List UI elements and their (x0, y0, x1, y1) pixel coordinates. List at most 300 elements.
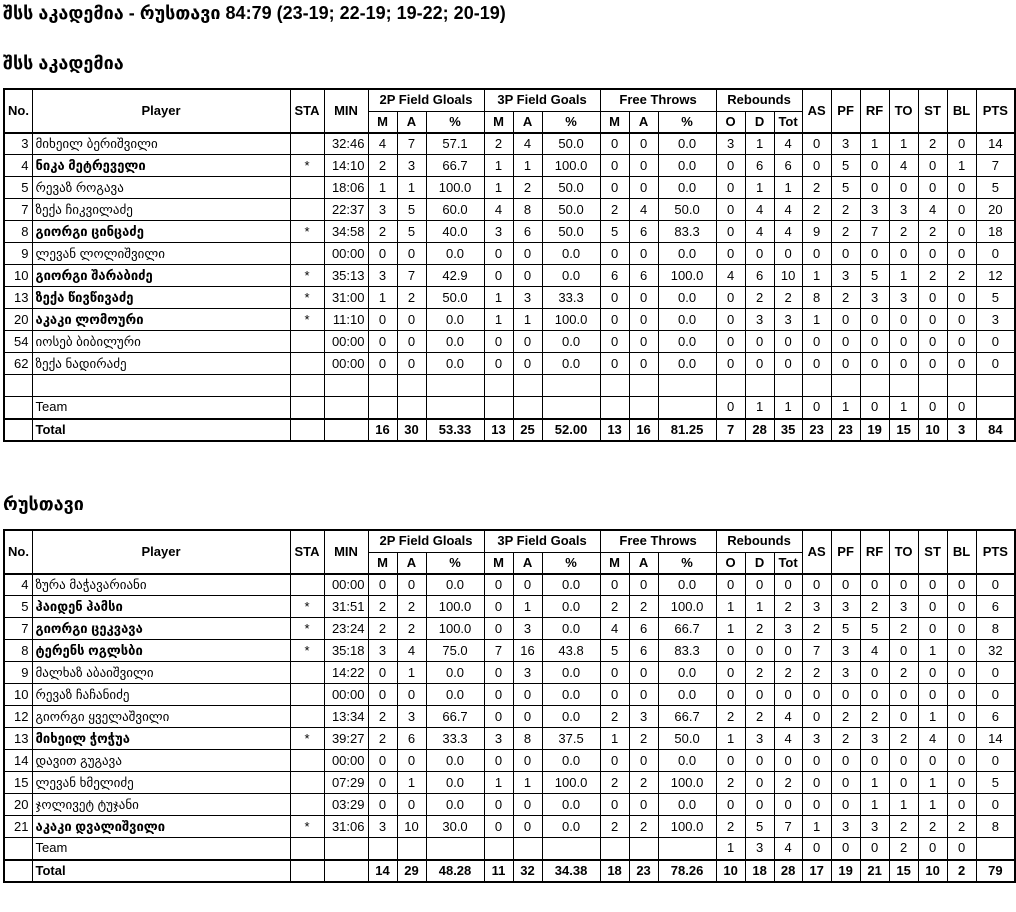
stat-cell: 0 (629, 353, 658, 375)
player-row (4, 596, 1015, 618)
stat-cell: 4 (889, 155, 918, 177)
empty-cell (426, 375, 484, 397)
stat-cell: 0 (947, 596, 976, 618)
stat-cell: 0 (716, 309, 745, 331)
stat-cell: 0 (513, 265, 542, 287)
stat-cell: 1 (889, 265, 918, 287)
stat-cell: 0.0 (658, 309, 716, 331)
stat-cell: 1 (918, 772, 947, 794)
stat-cell: 8 (513, 728, 542, 750)
stat-cell: 6 (976, 596, 1015, 618)
stat-cell: 0.0 (658, 353, 716, 375)
player-number: 20 (4, 794, 32, 816)
stat-cell: 4 (860, 640, 889, 662)
table-header (4, 530, 1015, 574)
stat-cell: 0 (745, 574, 774, 596)
player-number: 62 (4, 353, 32, 375)
stat-cell: 0 (889, 243, 918, 265)
stat-cell: 0.0 (426, 772, 484, 794)
team-stat-cell (658, 838, 716, 860)
stat-cell: 3 (397, 706, 426, 728)
stat-cell: 1 (745, 133, 774, 155)
stat-cell: 5 (831, 177, 860, 199)
stat-cell: 0 (802, 155, 831, 177)
stat-cell: 4 (600, 618, 629, 640)
stat-cell: 6 (629, 265, 658, 287)
stat-cell: 0.0 (658, 133, 716, 155)
total-stat-cell: 78.26 (658, 860, 716, 882)
empty-cell (513, 375, 542, 397)
stat-cell: 1 (860, 133, 889, 155)
team-stat-cell: 0 (918, 397, 947, 419)
stat-cell: 0.0 (542, 750, 600, 772)
team-stat-cell: 0 (918, 838, 947, 860)
stat-cell: 0 (774, 353, 802, 375)
header-as: AS (802, 89, 831, 133)
total-stat-cell: 15 (889, 860, 918, 882)
stat-cell: 2 (484, 133, 513, 155)
stat-cell: 2 (716, 772, 745, 794)
total-stat-cell: 52.00 (542, 419, 600, 441)
header-to: TO (889, 89, 918, 133)
team-stat-cell (600, 397, 629, 419)
stat-cell: 0 (947, 353, 976, 375)
stat-cell: 0 (774, 640, 802, 662)
stat-cell: 2 (600, 199, 629, 221)
team-stat-cell: 0 (947, 838, 976, 860)
header-sub-d: D (745, 111, 774, 133)
stat-cell: 0 (860, 684, 889, 706)
stat-cell: 6 (629, 640, 658, 662)
stat-cell: 0.0 (658, 750, 716, 772)
stat-cell: 0 (600, 133, 629, 155)
starter-mark (290, 199, 324, 221)
stat-cell: 0 (513, 353, 542, 375)
stat-cell: 100.0 (542, 772, 600, 794)
stat-cell: 9 (802, 221, 831, 243)
stat-cell: 0 (397, 309, 426, 331)
stat-cell: 50.0 (658, 728, 716, 750)
stat-cell: 3 (831, 662, 860, 684)
stat-cell: 0 (513, 794, 542, 816)
stat-cell: 5 (831, 618, 860, 640)
stat-cell: 3 (368, 265, 397, 287)
stat-cell: 1 (918, 640, 947, 662)
stat-cell: 0 (397, 684, 426, 706)
stat-cell: 0 (918, 177, 947, 199)
stat-cell: 0 (889, 309, 918, 331)
header-pf: PF (831, 530, 860, 574)
stat-cell: 5 (976, 177, 1015, 199)
stat-cell: 0 (774, 574, 802, 596)
empty-cell (290, 838, 324, 860)
stat-cell: 0 (976, 662, 1015, 684)
minutes: 34:58 (324, 221, 368, 243)
stat-cell: 50.0 (542, 177, 600, 199)
stat-cell: 1 (484, 309, 513, 331)
stat-cell: 6 (774, 155, 802, 177)
stat-cell: 3 (368, 816, 397, 838)
stat-cell: 0.0 (542, 618, 600, 640)
player-number: 21 (4, 816, 32, 838)
player-name: გიორგი შარაბიძე (32, 265, 290, 287)
stat-cell: 2 (368, 155, 397, 177)
total-stat-cell: 13 (600, 419, 629, 441)
stat-cell: 0 (716, 662, 745, 684)
stat-cell: 0 (629, 662, 658, 684)
stat-cell: 5 (397, 199, 426, 221)
stat-cell: 0 (947, 618, 976, 640)
stat-cell: 0 (513, 706, 542, 728)
stat-cell: 75.0 (426, 640, 484, 662)
header-pts: PTS (976, 530, 1015, 574)
stat-cell: 7 (484, 640, 513, 662)
stat-cell: 1 (802, 309, 831, 331)
starter-mark: * (290, 155, 324, 177)
team-stat-cell (397, 838, 426, 860)
starter-mark: * (290, 221, 324, 243)
stat-cell: 0 (918, 684, 947, 706)
stat-cell: 1 (802, 265, 831, 287)
stat-cell: 0.0 (542, 574, 600, 596)
stat-cell: 0 (976, 684, 1015, 706)
stat-cell: 0 (860, 155, 889, 177)
team-label: Team (32, 838, 290, 860)
stat-cell: 4 (716, 265, 745, 287)
team-stat-cell (397, 397, 426, 419)
player-name: ჰაიდენ ჰამსი (32, 596, 290, 618)
header-bl: BL (947, 89, 976, 133)
empty-cell (4, 860, 32, 882)
stat-cell: 0 (745, 750, 774, 772)
total-stat-cell: 16 (629, 419, 658, 441)
player-number: 13 (4, 287, 32, 309)
stat-cell: 5 (600, 221, 629, 243)
stat-cell: 1 (397, 662, 426, 684)
player-row (4, 155, 1015, 177)
stat-cell: 8 (976, 816, 1015, 838)
stat-cell: 0 (802, 706, 831, 728)
header-sub-m: M (368, 111, 397, 133)
stat-cell: 1 (716, 618, 745, 640)
total-stat-cell: 19 (860, 419, 889, 441)
stat-cell: 3 (745, 309, 774, 331)
stat-cell: 7 (802, 640, 831, 662)
stat-cell: 1 (368, 177, 397, 199)
stat-cell: 0 (716, 155, 745, 177)
stat-cell: 1 (802, 816, 831, 838)
stat-cell: 4 (774, 728, 802, 750)
stat-cell: 0.0 (542, 331, 600, 353)
minutes: 31:06 (324, 816, 368, 838)
stat-cell: 57.1 (426, 133, 484, 155)
header-sub-m: M (600, 111, 629, 133)
stat-cell: 0 (860, 309, 889, 331)
player-name: აკაკი ლომოური (32, 309, 290, 331)
header-pts: PTS (976, 89, 1015, 133)
minutes: 00:00 (324, 353, 368, 375)
player-number: 14 (4, 750, 32, 772)
team-stat-cell: 0 (860, 838, 889, 860)
minutes: 00:00 (324, 750, 368, 772)
stat-cell: 0 (513, 574, 542, 596)
stat-cell: 0 (745, 772, 774, 794)
stat-cell: 0 (976, 331, 1015, 353)
stat-cell: 0 (947, 309, 976, 331)
stat-cell: 8 (976, 618, 1015, 640)
box-score-table-away (3, 529, 1016, 883)
stat-cell: 4 (774, 133, 802, 155)
stat-cell: 0 (976, 353, 1015, 375)
stat-cell: 16 (513, 640, 542, 662)
stat-cell: 0.0 (426, 794, 484, 816)
total-stat-cell: 81.25 (658, 419, 716, 441)
stat-cell: 2 (831, 287, 860, 309)
stat-cell: 14 (976, 728, 1015, 750)
total-stat-cell: 18 (600, 860, 629, 882)
player-number: 7 (4, 199, 32, 221)
player-row (4, 684, 1015, 706)
stat-cell: 0.0 (658, 177, 716, 199)
team-stat-cell: 2 (889, 838, 918, 860)
stat-cell: 2 (397, 596, 426, 618)
minutes: 11:10 (324, 309, 368, 331)
player-row (4, 133, 1015, 155)
header-sub-pct: % (542, 111, 600, 133)
stat-cell: 0 (918, 331, 947, 353)
stat-cell: 0.0 (542, 265, 600, 287)
stat-cell: 0.0 (658, 794, 716, 816)
starter-mark (290, 243, 324, 265)
stat-cell: 0 (918, 309, 947, 331)
stat-cell: 2 (745, 706, 774, 728)
stat-cell: 0 (745, 794, 774, 816)
empty-cell (32, 375, 290, 397)
stat-cell: 0.0 (426, 309, 484, 331)
stat-cell: 2 (802, 177, 831, 199)
stat-cell: 0 (629, 243, 658, 265)
minutes: 35:18 (324, 640, 368, 662)
stat-cell: 0 (889, 750, 918, 772)
team-row (4, 838, 1015, 860)
stat-cell: 2 (774, 596, 802, 618)
stat-cell: 4 (397, 640, 426, 662)
header-sub-a: A (397, 111, 426, 133)
stat-cell: 0 (889, 331, 918, 353)
header-sub-pct: % (658, 111, 716, 133)
stat-cell: 5 (831, 155, 860, 177)
stat-cell: 6 (745, 265, 774, 287)
stat-cell: 66.7 (658, 706, 716, 728)
stat-cell: 2 (368, 221, 397, 243)
stat-cell: 0 (831, 353, 860, 375)
empty-cell (658, 375, 716, 397)
stat-cell: 0 (600, 177, 629, 199)
stat-cell: 3 (831, 265, 860, 287)
minutes: 18:06 (324, 177, 368, 199)
empty-cell (290, 397, 324, 419)
stat-cell: 0 (397, 574, 426, 596)
stat-cell: 0 (600, 287, 629, 309)
player-number: 10 (4, 684, 32, 706)
header-free-throws: Free Throws (600, 89, 716, 111)
total-stat-cell: 23 (802, 419, 831, 441)
stat-cell: 0 (918, 353, 947, 375)
player-row (4, 221, 1015, 243)
total-stat-cell: 35 (774, 419, 802, 441)
stat-cell: 0 (600, 309, 629, 331)
stat-cell: 0 (831, 243, 860, 265)
stat-cell: 4 (918, 199, 947, 221)
stat-cell: 1 (484, 772, 513, 794)
stat-cell: 20 (976, 199, 1015, 221)
game-title: შსს აკადემია - რუსთავი 84:79 (23-19; 22-19; 19-22; 20-19) (3, 3, 506, 23)
stat-cell: 6 (745, 155, 774, 177)
stat-cell: 3 (889, 596, 918, 618)
stat-cell: 0 (513, 243, 542, 265)
stat-cell: 0 (716, 750, 745, 772)
stat-cell: 2 (745, 618, 774, 640)
stat-cell: 0 (484, 684, 513, 706)
stat-cell: 5 (397, 221, 426, 243)
minutes: 32:46 (324, 133, 368, 155)
stat-cell: 4 (918, 728, 947, 750)
stat-cell: 0 (947, 133, 976, 155)
stat-cell: 0 (600, 794, 629, 816)
stat-cell: 1 (716, 596, 745, 618)
header-player: Player (32, 89, 290, 133)
player-row (4, 265, 1015, 287)
minutes: 03:29 (324, 794, 368, 816)
stat-cell: 2 (368, 596, 397, 618)
stat-cell: 1 (918, 794, 947, 816)
stat-cell: 0 (600, 574, 629, 596)
stat-cell: 1 (889, 133, 918, 155)
player-number: 10 (4, 265, 32, 287)
player-name: ლევან ლოლიშვილი (32, 243, 290, 265)
stat-cell: 12 (976, 265, 1015, 287)
stat-cell: 7 (397, 133, 426, 155)
stat-cell: 0 (716, 794, 745, 816)
stat-cell: 0 (484, 574, 513, 596)
total-stat-cell: 34.38 (542, 860, 600, 882)
minutes: 14:22 (324, 662, 368, 684)
total-stat-cell: 10 (918, 419, 947, 441)
total-stat-cell: 10 (716, 860, 745, 882)
stat-cell: 3 (368, 199, 397, 221)
stat-cell: 50.0 (542, 199, 600, 221)
stat-cell: 0 (947, 199, 976, 221)
total-stat-cell: 19 (831, 860, 860, 882)
player-row (4, 706, 1015, 728)
team-stat-cell: 4 (774, 838, 802, 860)
stat-cell: 0.0 (658, 574, 716, 596)
stat-cell: 100.0 (426, 618, 484, 640)
stat-cell: 0 (774, 750, 802, 772)
total-row (4, 419, 1015, 441)
stat-cell: 3 (831, 133, 860, 155)
player-name: ზექა ნადირაძე (32, 353, 290, 375)
stat-cell: 2 (889, 618, 918, 640)
stat-cell: 0 (629, 684, 658, 706)
empty-row (4, 375, 1015, 397)
stat-cell: 100.0 (542, 309, 600, 331)
header-3p-field-goals: 3P Field Goals (484, 530, 600, 552)
stat-cell: 0 (600, 750, 629, 772)
stat-cell: 32 (976, 640, 1015, 662)
player-number: 4 (4, 155, 32, 177)
total-stat-cell: 29 (397, 860, 426, 882)
player-name: იოსებ ბიბილური (32, 331, 290, 353)
total-stat-cell: 17 (802, 860, 831, 882)
stat-cell: 0 (484, 706, 513, 728)
stat-cell: 0 (600, 331, 629, 353)
stat-cell: 2 (368, 618, 397, 640)
stat-cell: 0 (397, 353, 426, 375)
player-number: 13 (4, 728, 32, 750)
starter-mark (290, 331, 324, 353)
stat-cell: 4 (745, 199, 774, 221)
team-stat-cell: 0 (947, 397, 976, 419)
stat-cell: 2 (368, 706, 397, 728)
stat-cell: 1 (513, 309, 542, 331)
stat-cell: 50.0 (542, 133, 600, 155)
player-number: 20 (4, 309, 32, 331)
stat-cell: 2 (397, 287, 426, 309)
stat-cell: 6 (629, 618, 658, 640)
stat-cell: 8 (513, 199, 542, 221)
stat-cell: 3 (831, 640, 860, 662)
player-row (4, 816, 1015, 838)
player-number: 5 (4, 177, 32, 199)
stat-cell: 0 (745, 640, 774, 662)
stat-cell: 0 (889, 177, 918, 199)
total-stat-cell: 10 (918, 860, 947, 882)
stat-cell: 0 (831, 684, 860, 706)
stat-cell: 1 (368, 287, 397, 309)
header-sta: STA (290, 530, 324, 574)
stat-cell: 0 (976, 574, 1015, 596)
team-row (4, 397, 1015, 419)
stat-cell: 0.0 (426, 684, 484, 706)
stat-cell: 0 (629, 794, 658, 816)
stat-cell: 0 (889, 772, 918, 794)
stat-cell: 2 (918, 816, 947, 838)
stat-cell: 83.3 (658, 221, 716, 243)
stat-cell: 0 (629, 155, 658, 177)
stat-cell: 0 (774, 243, 802, 265)
empty-cell (397, 375, 426, 397)
total-stat-cell: 53.33 (426, 419, 484, 441)
stat-cell: 0 (484, 750, 513, 772)
stat-cell: 8 (802, 287, 831, 309)
stat-cell: 2 (918, 133, 947, 155)
stat-cell: 3 (368, 640, 397, 662)
total-stat-cell: 7 (716, 419, 745, 441)
stat-cell: 3 (860, 728, 889, 750)
stat-cell: 0 (976, 243, 1015, 265)
stat-cell: 0 (629, 750, 658, 772)
stat-cell: 0 (947, 750, 976, 772)
total-stat-cell: 30 (397, 419, 426, 441)
starter-mark: * (290, 287, 324, 309)
stat-cell: 0 (860, 662, 889, 684)
stat-cell: 2 (629, 728, 658, 750)
team-stat-cell: 3 (745, 838, 774, 860)
player-name: ზექა წივწივაძე (32, 287, 290, 309)
starter-mark: * (290, 265, 324, 287)
stat-cell: 2 (397, 618, 426, 640)
